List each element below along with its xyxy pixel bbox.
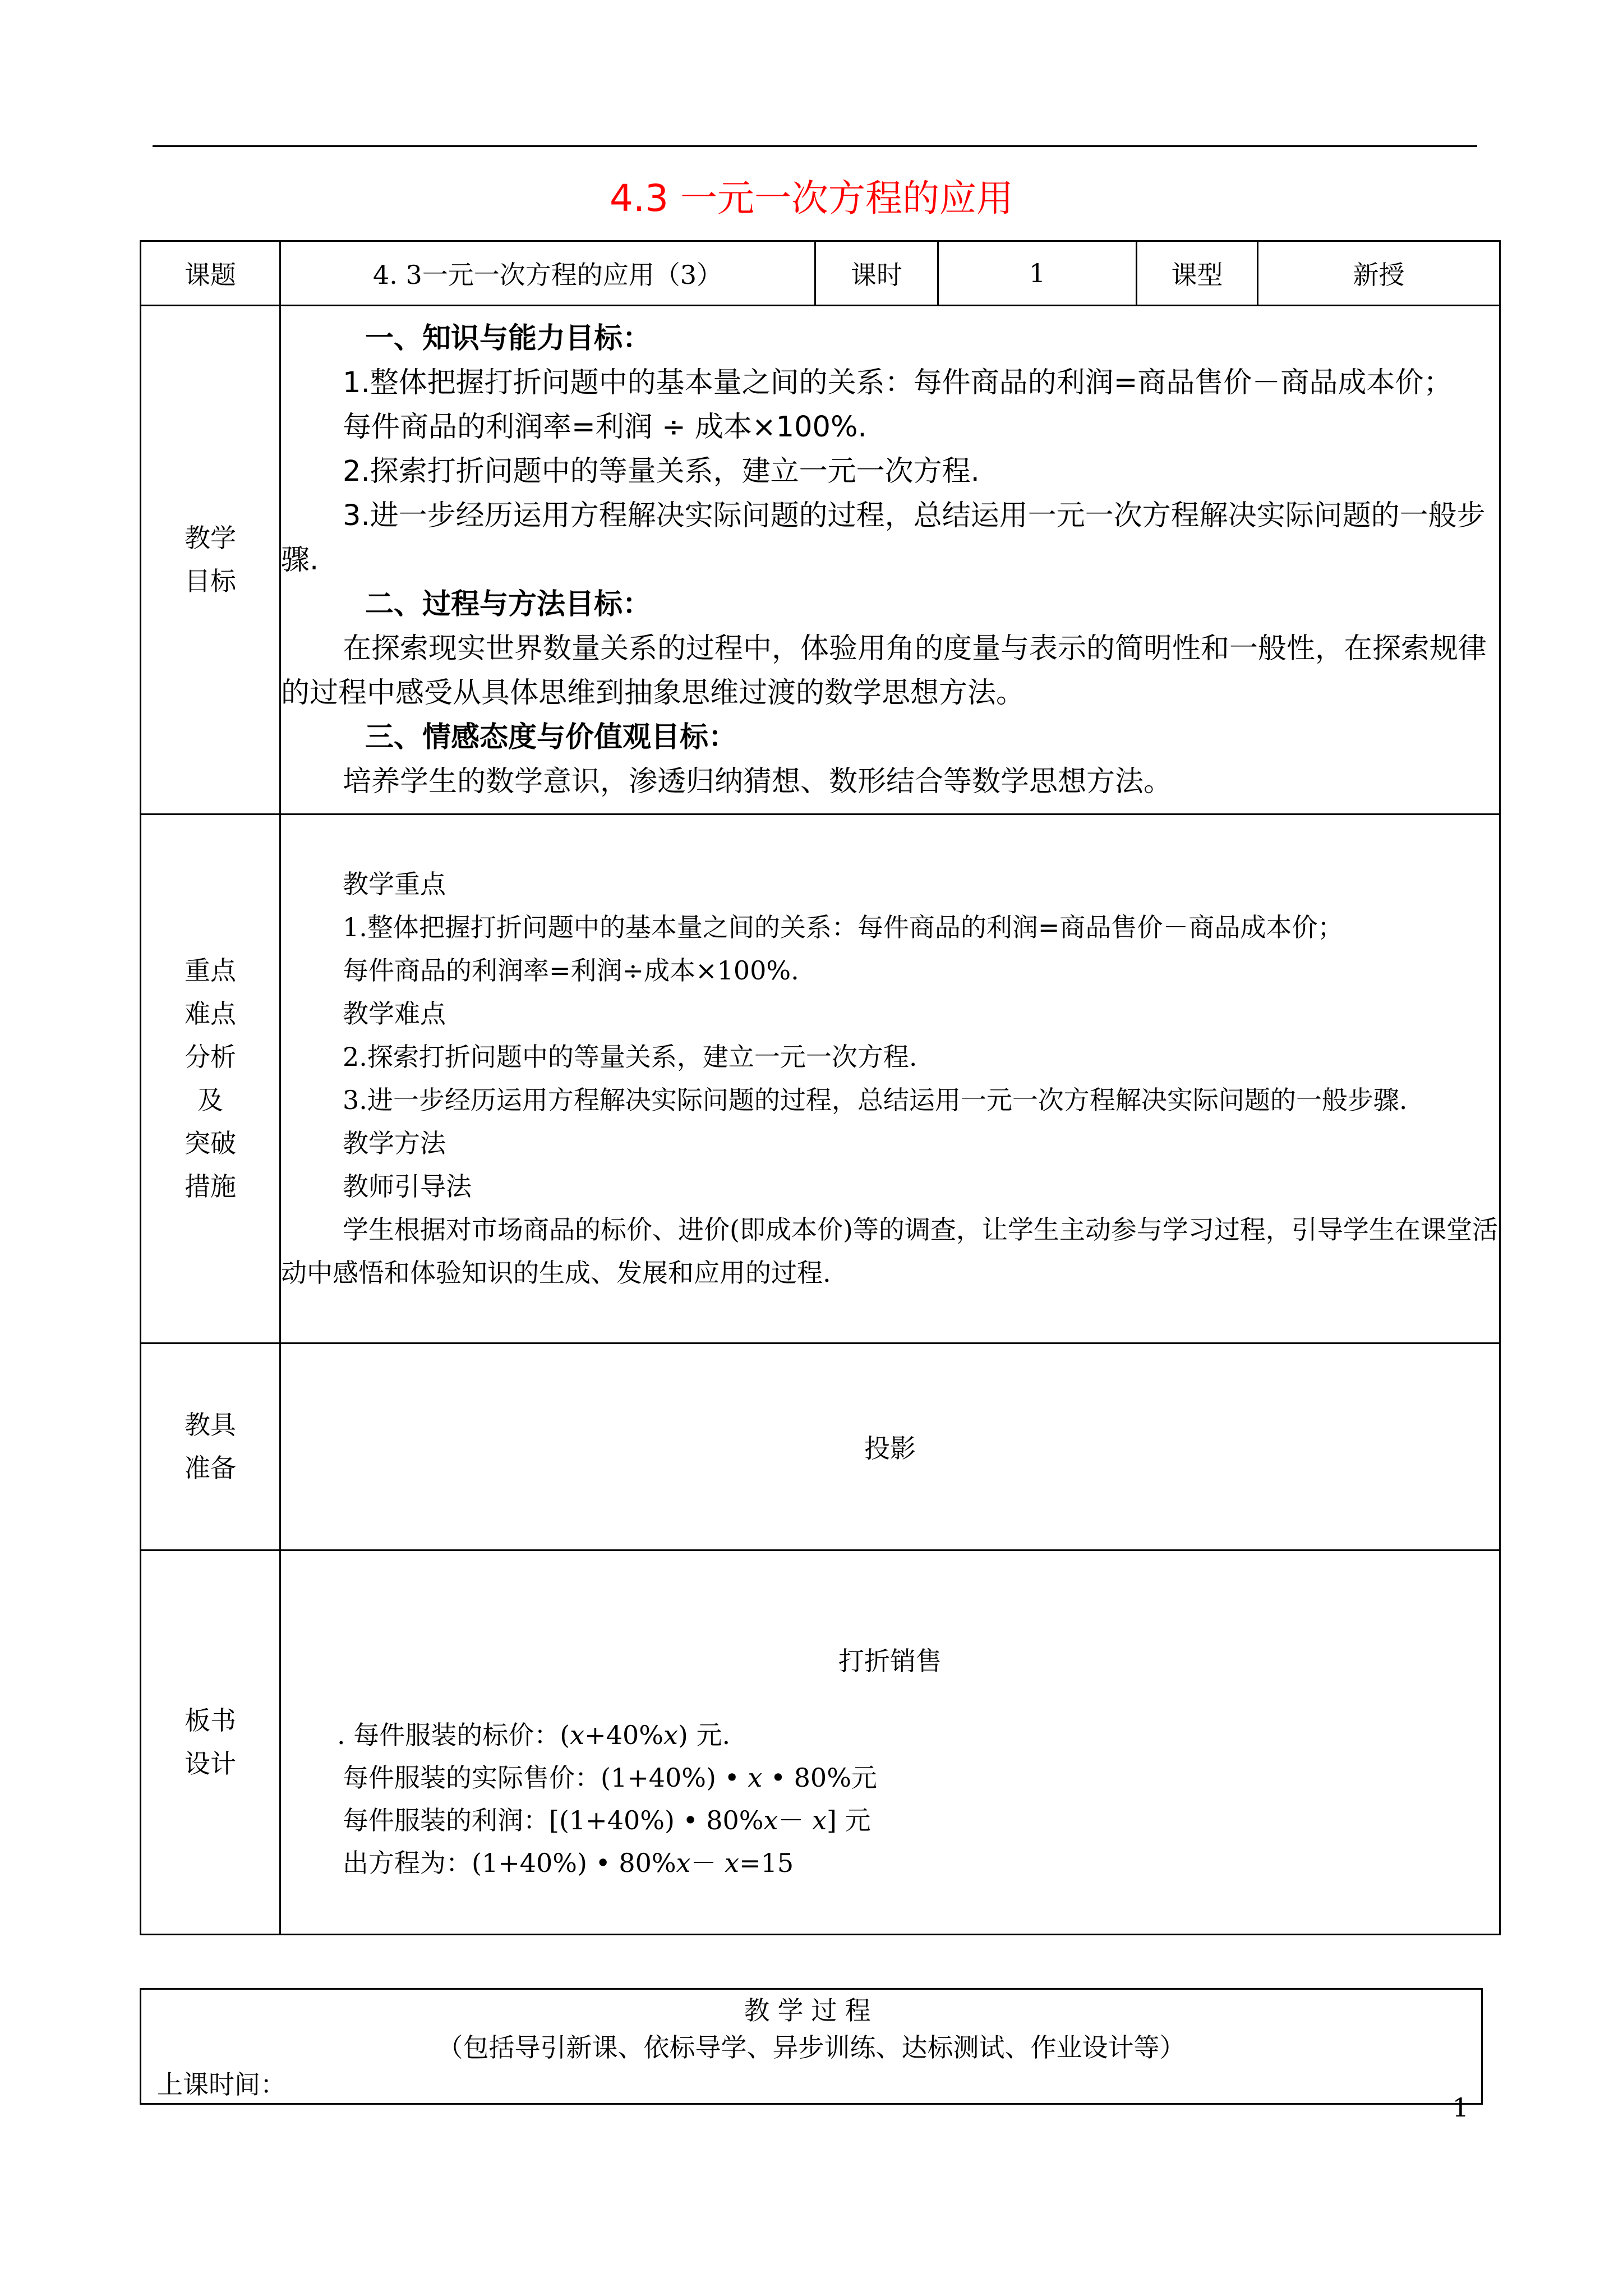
class-time-label: 上课时间：	[157, 2069, 286, 2100]
difficulty-item-3: 3.进一步经历运用方程解决实际问题的过程，总结运用一元一次方程解决实际问题的一般步骤.	[343, 1085, 1408, 1115]
method-heading: 教学方法	[343, 1128, 446, 1158]
board-line-equation: 出方程为：(1+40%) • 80%x－ x=15	[343, 1848, 794, 1878]
board-content	[280, 1550, 1500, 1935]
process-subtitle: （包括导引新课、依标导学、异步训练、达标测试、作业设计等）	[437, 2032, 1186, 2063]
keypoints-label: 重点 难点 分析 及 突破 措施	[141, 815, 280, 1343]
objective-item-3: 3.进一步经历运用方程解决实际问题的过程，总结运用一元一次方程解决实际问题的一般步骤.	[281, 499, 1486, 577]
objective-item-attitude: 培养学生的数学意识，渗透归纳猜想、数形结合等数学思想方法。	[343, 765, 1173, 798]
key-item-1: 1.整体把握打折问题中的基本量之间的关系：每件商品的利润=商品售价－商品成本价；	[343, 912, 1344, 942]
objective-heading-process: 二、过程与方法目标：	[365, 587, 652, 621]
type-label: 课型	[1137, 241, 1258, 306]
keypoints-row	[141, 815, 1500, 1343]
board-label: 板书 设计	[141, 1550, 280, 1935]
objective-heading-attitude: 三、情感态度与价值观目标：	[365, 720, 737, 754]
header-row	[141, 241, 1500, 306]
document-title: 4.3 一元一次方程的应用	[610, 177, 1013, 220]
objective-item-1b: 每件商品的利润率=利润 ÷ 成本×100%.	[343, 410, 867, 444]
lesson-plan-table	[140, 240, 1501, 1935]
hours-value: 1	[938, 241, 1137, 306]
key-item-1b: 每件商品的利润率=利润÷成本×100%.	[343, 955, 799, 986]
objective-item-1: 1.整体把握打折问题中的基本量之间的关系：每件商品的利润=商品售价－商品成本价；	[343, 366, 1453, 399]
board-row	[141, 1550, 1500, 1935]
board-line-list-price: . 每件服装的标价：(x+40%x) 元.	[337, 1720, 731, 1750]
key-heading: 教学重点	[343, 869, 446, 899]
board-line-profit: 每件服装的利润：[(1+40%) • 80%x－ x] 元	[343, 1805, 871, 1835]
teaching-process-table	[140, 1988, 1483, 2105]
objectives-row	[141, 306, 1500, 815]
objectives-content	[280, 306, 1500, 815]
header-rule	[153, 145, 1477, 147]
method-name: 教师引导法	[343, 1171, 472, 1202]
difficulty-item-2: 2.探索打折问题中的等量关系，建立一元一次方程.	[343, 1042, 917, 1072]
topic-label: 课题	[141, 241, 280, 306]
method-description: 学生根据对市场商品的标价、进价(即成本价)等的调查，让学生主动参与学习过程，引导学生在课堂活动中感悟和体验知识的生成、发展和应用的过程.	[281, 1214, 1498, 1288]
tools-label: 教具 准备	[141, 1343, 280, 1550]
tools-value: 投影	[280, 1343, 1500, 1550]
keypoints-content	[280, 815, 1500, 1343]
objective-heading-knowledge: 一、知识与能力目标：	[365, 321, 652, 355]
objectives-label: 教学 目标	[141, 306, 280, 815]
tools-row	[141, 1343, 1500, 1550]
objective-item-2: 2.探索打折问题中的等量关系，建立一元一次方程.	[343, 454, 980, 488]
teaching-process-cell	[141, 1989, 1482, 2104]
process-title: 教学过程	[744, 1995, 879, 2026]
hours-label: 课时	[815, 241, 938, 306]
topic-value: 4. 3一元一次方程的应用（3）	[280, 241, 815, 306]
difficulty-heading: 教学难点	[343, 999, 446, 1029]
board-line-selling-price: 每件服装的实际售价：(1+40%) • x • 80%元	[343, 1763, 877, 1793]
board-title: 打折销售	[838, 1646, 942, 1676]
type-value: 新授	[1258, 241, 1500, 306]
objective-item-process: 在探索现实世界数量关系的过程中，体验用角的度量与表示的简明性和一般性，在探索规律的过程中感受从具体思维到抽象思维过渡的数学思想方法。	[281, 632, 1487, 710]
page-number: 1	[1452, 2092, 1469, 2123]
